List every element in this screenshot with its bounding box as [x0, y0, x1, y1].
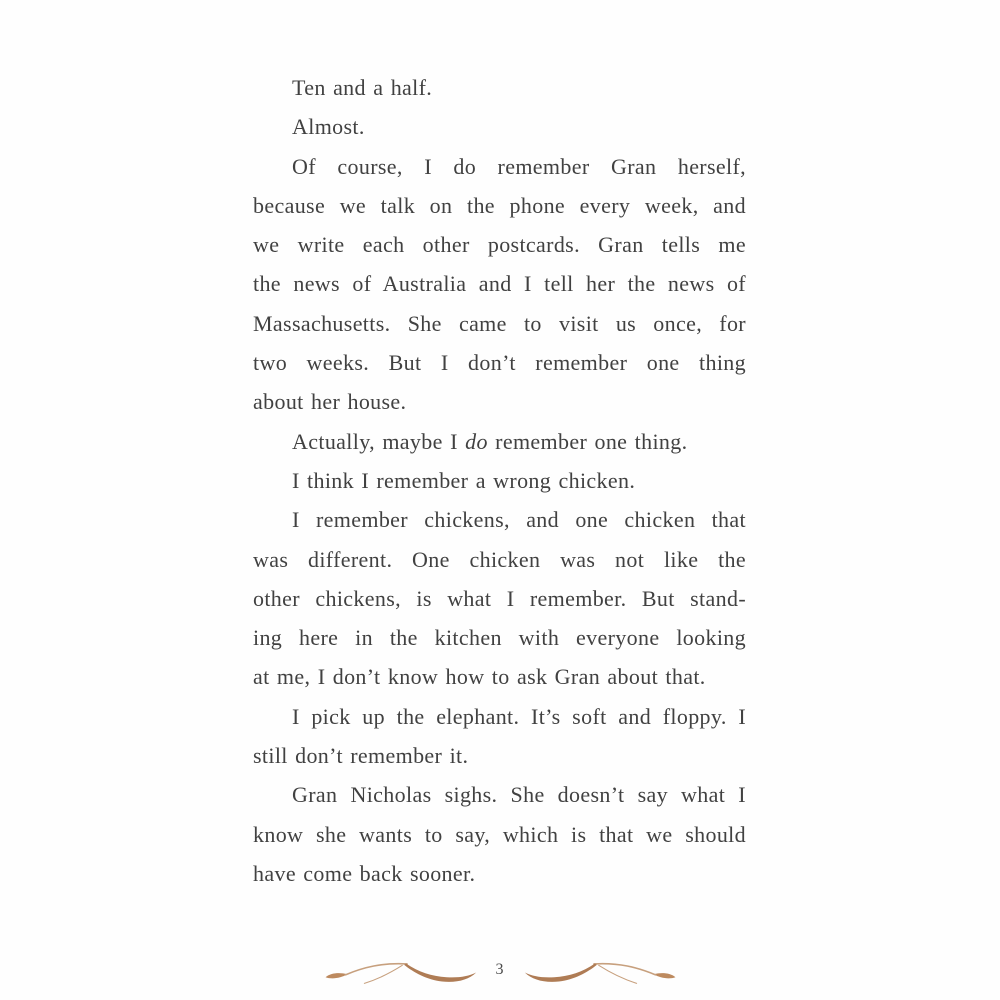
text-line: I pick up the elephant. It’s soft and floppy. I	[292, 703, 746, 729]
branch-twig	[598, 965, 636, 983]
page-number: 3	[495, 961, 505, 978]
text-line: Gran Nicholas sighs. She doesn’t say what I	[292, 782, 746, 808]
branch-leaf	[325, 973, 347, 978]
branch-twig	[364, 965, 402, 983]
text-line: I remember chickens, and one chicken that	[292, 507, 746, 533]
text-line: because we talk on the phone every week, and	[253, 192, 746, 218]
text-line	[253, 422, 746, 461]
branch-blade	[524, 963, 596, 981]
text-line: at me, I don’t know how to ask Gran about that.	[253, 664, 706, 690]
branch-leaf	[653, 973, 675, 978]
text-line: two weeks. But I don’t remember one thing	[253, 350, 746, 376]
page-footer	[0, 951, 1000, 993]
text-segment: remember one thing.	[487, 428, 688, 454]
text-block	[253, 68, 746, 893]
text-line: about her house.	[253, 389, 407, 415]
text-line: we write each other postcards. Gran tells me	[253, 232, 746, 258]
branch-blade	[404, 963, 476, 981]
text-line: I think I remember a wrong chicken.	[292, 467, 636, 493]
text-segment: Actually, maybe I	[292, 428, 466, 454]
text-line: have come back sooner.	[253, 860, 476, 886]
text-line: Ten and a half.	[292, 75, 433, 100]
text-line: Massachusetts. She came to visit us once, for	[253, 310, 746, 336]
branch-stem	[345, 964, 407, 975]
branch-stem	[593, 964, 655, 975]
text-line: the news of Australia and I tell her the news of	[253, 271, 746, 297]
text-line: was different. One chicken was not like the	[253, 546, 746, 572]
branch-ornament-left	[317, 954, 480, 990]
italic-word: do	[465, 428, 488, 454]
text-line: Almost.	[292, 114, 365, 140]
text-line: Of course, I do remember Gran herself,	[292, 153, 746, 179]
text-line: ing here in the kitchen with everyone looking	[253, 625, 746, 651]
text-line: know she wants to say, which is that we should	[253, 821, 746, 847]
text-line: other chickens, is what I remember. But stand-	[253, 585, 746, 611]
branch-ornament-right	[521, 954, 684, 990]
text-line: still don’t remember it.	[253, 743, 469, 769]
